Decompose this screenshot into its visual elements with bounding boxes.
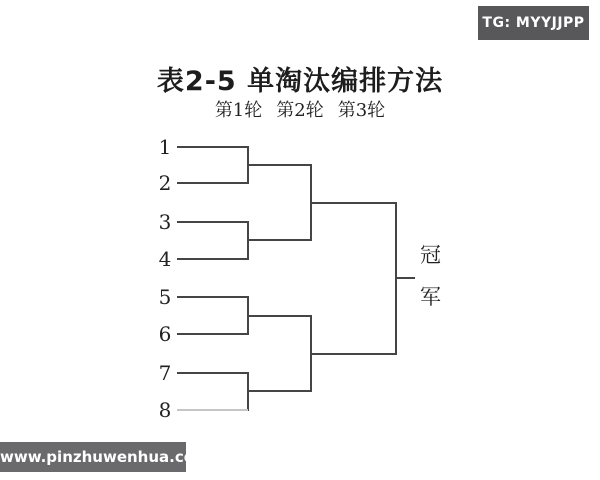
match-line-7 — [178, 373, 248, 410]
match-line-3-4 — [178, 222, 248, 259]
round-label-3: 第3轮 — [337, 100, 386, 121]
page-title: 表2-5 单淘汰编排方法 — [156, 66, 444, 97]
round-label-2: 第2轮 — [276, 100, 324, 121]
watermark-bottom-left-badge: www.pinzhuwenhua.com — [0, 442, 186, 472]
seed-label-8: 8 — [158, 398, 172, 422]
watermark-top-right-badge: TG: MYYJJPP — [478, 6, 589, 40]
seed-label-2: 2 — [158, 171, 172, 195]
seed-label-6: 6 — [158, 322, 172, 346]
seed-label-3: 3 — [158, 210, 172, 234]
seed-label-5: 5 — [158, 285, 172, 309]
champion-label: 冠军 — [420, 243, 441, 309]
seed-label-7: 7 — [158, 361, 172, 385]
seed-label-4: 4 — [158, 247, 172, 271]
match-line-1-2 — [178, 147, 248, 183]
round-label-1: 第1轮 — [214, 100, 263, 121]
match-line-5-6 — [178, 297, 248, 334]
seed-label-1: 1 — [158, 135, 172, 159]
